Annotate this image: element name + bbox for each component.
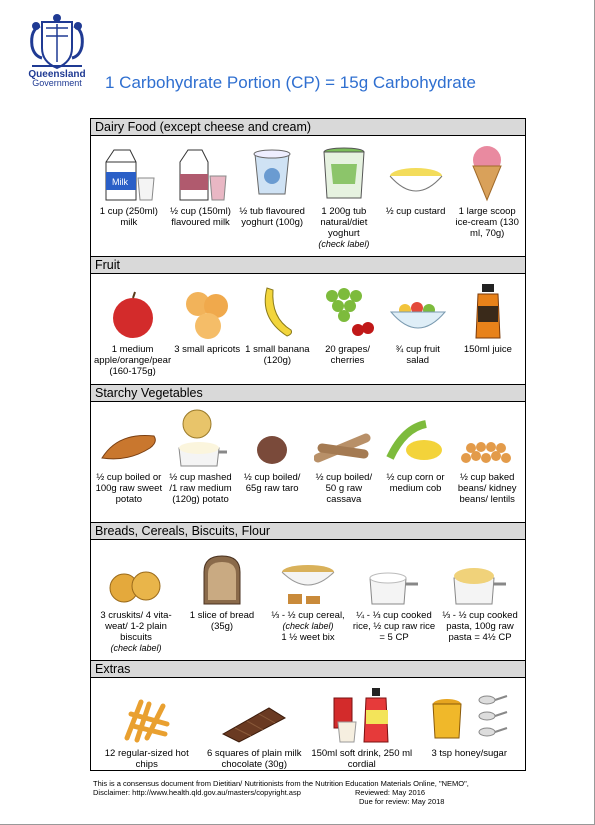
food-item xyxy=(242,274,312,366)
food-label: 1 large scoop ice-cream (130 ml, 70g) xyxy=(455,206,519,239)
food-item xyxy=(93,136,165,228)
food-item xyxy=(265,540,351,643)
food-item xyxy=(437,540,523,643)
food-item xyxy=(93,402,165,505)
apple-icon xyxy=(108,278,158,340)
cereal-bowl-icon xyxy=(278,544,338,606)
food-item xyxy=(165,402,237,505)
food-item xyxy=(179,540,265,632)
hot-chips-icon xyxy=(119,682,175,744)
footer-review-dates xyxy=(355,788,515,806)
footer-disclaimer: Disclaimer: http://www.health.qld.gov.au/masters/copyright.asp xyxy=(93,788,301,797)
food-item xyxy=(165,136,237,228)
food-item xyxy=(351,540,437,643)
carbohydrate-portion-table xyxy=(90,118,526,771)
food-label: ½ cup custard xyxy=(385,206,446,217)
page-title: 1 Carbohydrate Portion (CP) = 15g Carbohydrate xyxy=(105,73,476,92)
food-label: ⅓ - ½ cup cooked pasta, 100g raw pasta = 4½ CP xyxy=(442,610,518,643)
yoghurt-tub-icon xyxy=(247,140,297,202)
section-heading-breads: Breads, Cereals, Biscuits, Flour xyxy=(91,523,525,540)
food-label: 1 small banana (120g) xyxy=(245,344,310,366)
food-item xyxy=(308,402,380,505)
food-item xyxy=(451,402,523,505)
food-item xyxy=(308,678,416,770)
food-item xyxy=(380,136,452,217)
pasta-cup-icon xyxy=(450,544,510,606)
food-label: 6 squares of plain milk chocolate (30g) xyxy=(206,748,302,770)
food-item xyxy=(453,274,523,355)
food-label: 12 regular-sized hot chips xyxy=(104,748,189,770)
food-label: ½ cup baked beans/ kidney beans/ lentils xyxy=(457,472,517,505)
food-label: 1 slice of bread (35g) xyxy=(189,610,255,632)
food-label: 150ml juice xyxy=(463,344,512,355)
food-item xyxy=(380,402,452,494)
soft-drink-cordial-icon xyxy=(330,682,394,744)
food-item xyxy=(172,274,242,355)
food-item xyxy=(93,678,201,770)
food-label: ½ cup (150ml) flavoured milk xyxy=(170,206,231,228)
food-item xyxy=(236,402,308,494)
section-heading-extras: Extras xyxy=(91,661,525,678)
food-label: ½ cup boiled/ 65g raw taro xyxy=(243,472,301,494)
bread-slice-icon xyxy=(200,544,244,606)
food-item xyxy=(93,274,172,377)
footer-consensus-line: This is a consensus document from Dietitian/ Nutritionists from the Nutrition Education Materials Online, "NEMO", xyxy=(93,779,469,788)
custard-bowl-icon xyxy=(386,140,446,202)
chocolate-icon xyxy=(219,682,289,744)
food-label: ½ cup boiled or 100g raw sweet potato xyxy=(95,472,163,505)
food-item xyxy=(236,136,308,228)
cassava-icon xyxy=(314,406,374,468)
food-label: ¼ - ⅓ cup cooked rice, ½ cup raw rice = 5 CP xyxy=(352,610,436,643)
sweet-potato-icon xyxy=(98,406,160,468)
section-fruit xyxy=(91,274,525,385)
food-label: 3 tsp honey/sugar xyxy=(431,748,508,759)
section-starchy xyxy=(91,402,525,523)
ice-cream-cone-icon xyxy=(465,140,509,202)
food-item xyxy=(312,274,382,366)
grapes-cherries-icon xyxy=(320,278,376,340)
food-label: ⅓ - ½ cup cereal, (check label) 1 ½ weet bix xyxy=(271,610,345,643)
food-label: 3 cruskits/ 4 vita-weat/ 1-2 plain biscuits (check label) xyxy=(93,610,179,654)
reviewed-date: Reviewed: May 2016 xyxy=(355,788,426,797)
section-heading-starchy: Starchy Vegetables xyxy=(91,385,525,402)
food-label: 1 cup (250ml) milk xyxy=(99,206,158,228)
section-dairy xyxy=(91,136,525,257)
logo-line2: Government xyxy=(32,78,82,88)
food-label: 3 small apricots xyxy=(174,344,241,355)
honey-spoons-icon xyxy=(429,682,509,744)
food-label: ½ tub flavoured yoghurt (100g) xyxy=(239,206,305,228)
check-label-note: (check label) xyxy=(110,643,162,653)
food-label: ¾ cup fruit salad xyxy=(395,344,440,366)
food-label: ½ cup mashed /1 raw medium (120g) potato xyxy=(169,472,232,505)
taro-icon xyxy=(252,406,292,468)
food-label: ½ cup boiled/ 50 g raw cassava xyxy=(315,472,373,505)
flavoured-milk-icon xyxy=(172,140,230,202)
svg-text:Milk: Milk xyxy=(111,177,128,187)
section-breads xyxy=(91,540,525,661)
logo-text xyxy=(18,70,96,88)
section-heading-fruit: Fruit xyxy=(91,257,525,274)
yoghurt-large-tub-icon xyxy=(319,140,369,202)
check-label-note: (check label) xyxy=(282,621,334,631)
food-item xyxy=(93,540,179,654)
food-item xyxy=(383,274,453,366)
apricots-icon xyxy=(182,278,232,340)
food-label: ½ cup corn or medium cob xyxy=(386,472,445,494)
due-review-date: Due for review: May 2018 xyxy=(359,797,445,806)
section-extras xyxy=(91,678,525,770)
food-label: 20 grapes/ cherries xyxy=(325,344,370,366)
logo-line1: Queensland xyxy=(28,69,86,80)
beans-icon xyxy=(456,406,518,468)
rice-cup-icon xyxy=(366,544,422,606)
fruit-salad-bowl-icon xyxy=(387,278,449,340)
milk-carton-icon xyxy=(100,140,158,202)
food-label: 1 medium apple/orange/pear (160-175g) xyxy=(94,344,172,377)
crackers-icon xyxy=(108,544,164,606)
juice-bottle-icon xyxy=(473,278,503,340)
section-heading-dairy: Dairy Food (except cheese and cream) xyxy=(91,119,525,136)
food-item xyxy=(416,678,524,759)
food-label: 1 200g tub natural/diet yoghurt (check label) xyxy=(308,206,380,250)
food-item xyxy=(308,136,380,250)
corn-icon xyxy=(386,406,446,468)
footer xyxy=(93,779,469,806)
food-label: 150ml soft drink, 250 ml cordial xyxy=(311,748,413,770)
food-item xyxy=(201,678,309,770)
mashed-potato-icon xyxy=(173,406,229,468)
check-label-note: (check label) xyxy=(318,239,370,249)
food-item xyxy=(451,136,523,239)
banana-icon xyxy=(257,278,297,340)
